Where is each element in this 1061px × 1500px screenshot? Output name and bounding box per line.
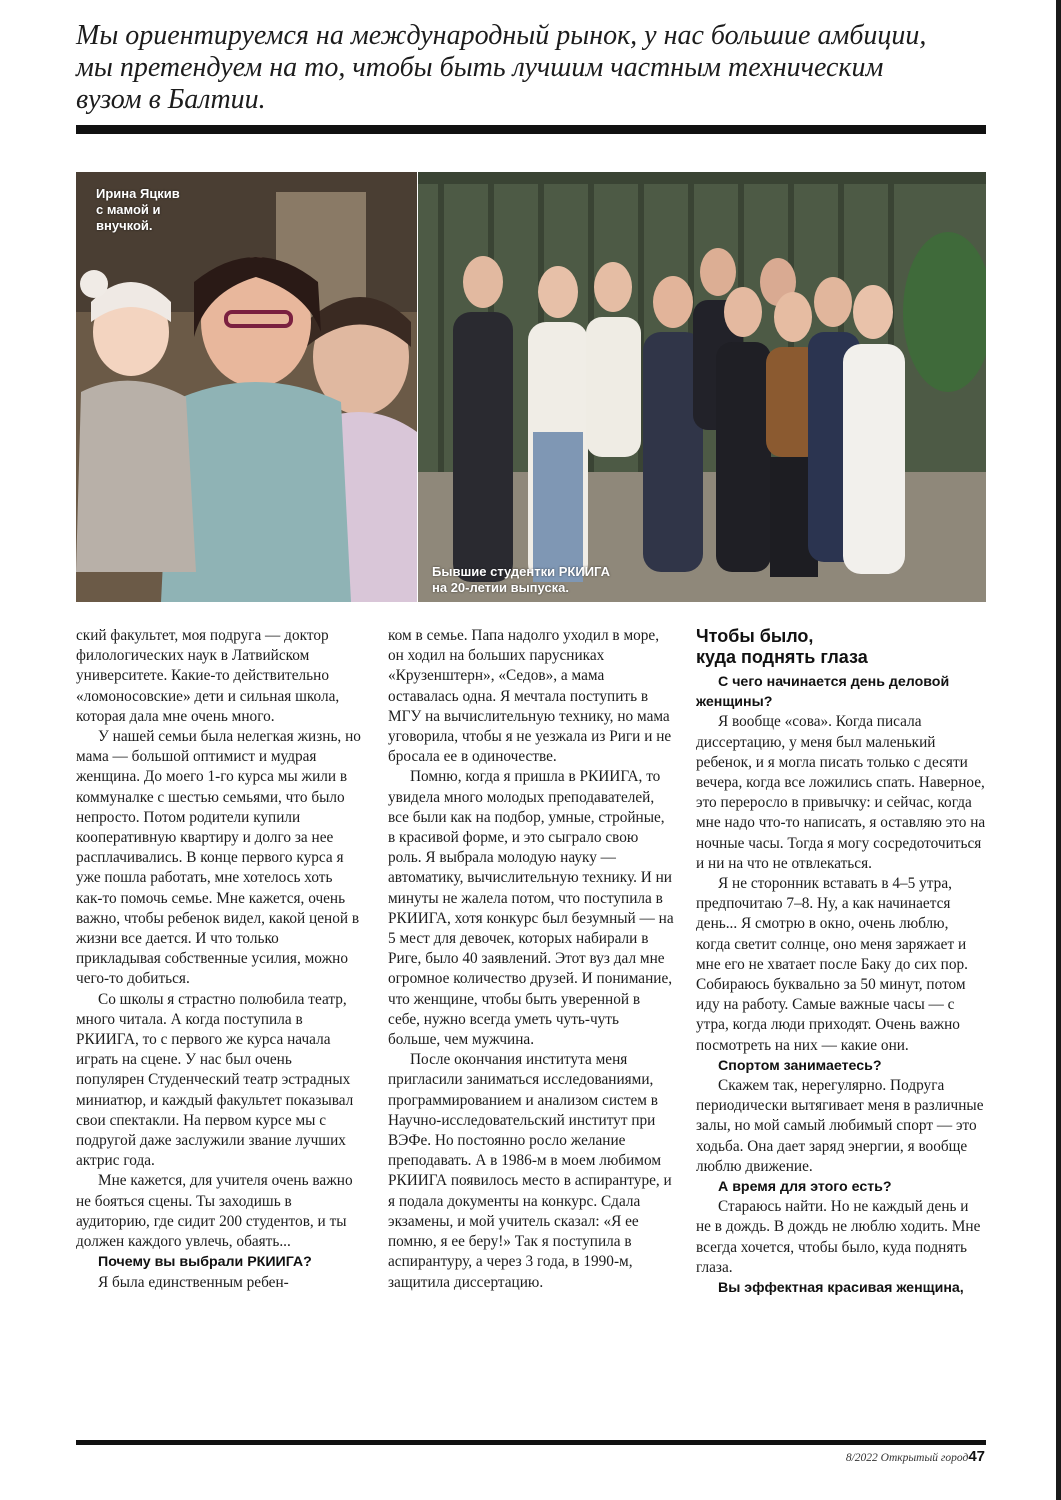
interview-question: С чего начинается день деловой женщины?	[696, 674, 950, 711]
paragraph: У нашей семьи была нелегкая жизнь, но мама — большой оптимист и мудрая женщина. До моего 1-го курса мы жили в коммуналке с шестью семьями, что было непросто. Потом родители купили кооперативную квартиру и долго за нее расплачивались. В конце первого курса я уже пошла работать, мне хотелось хоть как-то помочь семье. Мне кажется, очень важно, чтобы ребенок видел, какой ценой в жизни все дается. И что только прикладывая собственные усилия, можно чего-то добиться.	[76, 728, 361, 988]
article-column-1	[76, 626, 362, 1293]
photo-family	[76, 172, 417, 602]
page-edge-bar	[1056, 0, 1061, 1500]
paragraph: Со школы я страстно полюбила театр, много читала. А когда поступила в РКИИГА, то с первого же курса начала играть на сцене. У нас был очень популярен Студенческий театр эстрадных миниатюр, и каждый факультет показывал свои спектакли. На первом курсе мы с подругой даже заслужили звание лучших актрис года.	[76, 990, 354, 1170]
top-rule	[76, 125, 986, 134]
paragraph: Скажем так, нерегулярно. Подруга периодически вытягивает меня в различные залы, но мой самый любимый спорт — это ходьба. Она дает заряд энергии, я вообще люблю движение.	[696, 1077, 984, 1175]
pull-quote	[76, 20, 976, 116]
photo-graduates	[418, 172, 986, 602]
magazine-name: Открытый город	[880, 1452, 969, 1464]
column-3-body	[696, 672, 986, 1298]
paragraph: ком в семье. Папа надолго уходил в море, он ходил на больших парусниках «Крузенштерн», «Седов», а мама оставалась одна. Я мечтала поступить в МГУ на вычислительную технику, но мама уговорила, чтобы я не уезжала из Риги и не бросала ее в одиночестве.	[388, 627, 672, 766]
paragraph: После окончания института меня пригласили заниматься исследованиями, программированием и анализом систем в Научно-исследовательский институт при ВЭФе. Но постоянно росло желание преподавать. А в 1986-м в моем любимом РКИИГА появилось место в аспирантуре, и я подала документы на конкурс. Сдала экзамены, и мой учитель сказал: «Я ее помню, я ее беру!» Так я поступила в аспирантуру, а через 3 года, в 1990-м, защитила диссертацию.	[388, 1051, 672, 1291]
paragraph: Я вообще «сова». Когда писала диссертацию, у меня был маленький ребенок, и я могла писать только с десяти вечера, когда все ложились спать. Наверное, это переросло в привычку: и сейчас, когда мне надо что-то написать, я оставляю это на ночные часы. Тогда я могу сосредоточиться и ни на что не отвлекаться.	[696, 713, 986, 872]
issue-number: 8/2022	[845, 1452, 878, 1464]
caption-graduates: Бывшие студентки РКИИГА на 20-летии выпуска.	[432, 564, 610, 595]
article-column-2	[388, 626, 674, 1293]
pull-quote-text: Мы ориентируемся на международный рынок, у нас большие амбиции, мы претендуем на то, чтобы быть лучшим частным техническим вузом в Балтии.	[76, 20, 927, 115]
section-title: Чтобы было, куда поднять глаза	[696, 626, 868, 667]
paragraph: Я не сторонник вставать в 4–5 утра, предпочитаю 7–8. Ну, а как начинается день... Я смотрю в окно, очень люблю, когда светит солнце, оно меня заряжает и мне его не хватает после Баку до сих пор. Собираюсь буквально за 50 минут, потом иду на работу. Самые важные часы — с утра, когда люди приходят. Очень важно посмотреть на них — какие они.	[696, 875, 968, 1054]
paragraph: Я была единственным ребен-	[98, 1273, 289, 1291]
paragraph: ский факультет, моя подруга — доктор филологических наук в Латвийском университете. Какие-то действительно «ломоносовские» дети и сильная школа, которая дала мне очень много.	[76, 627, 340, 725]
interview-question: Вы эффектная красивая женщина,	[718, 1280, 964, 1297]
article-column-3	[696, 626, 986, 1298]
page-number: 47	[968, 1448, 985, 1465]
caption-family: Ирина Яцкив с мамой и внучкой.	[96, 186, 180, 233]
paragraph: Мне кажется, для учителя очень важно не бояться сцены. Ты заходишь в аудиторию, где сидит 200 студентов, и ты должен каждого увлечь, обаять...	[76, 1172, 353, 1251]
paragraph: Стараюсь найти. Но не каждый день и не в дождь. В дождь не люблю ходить. Мне всегда хочется, чтобы было, куда поднять глаза.	[696, 1198, 981, 1276]
interview-question: Спортом занимаетесь?	[718, 1057, 882, 1074]
bottom-rule	[76, 1440, 986, 1445]
page-footer	[846, 1448, 985, 1465]
interview-question: Почему вы выбрали РКИИГА?	[98, 1254, 312, 1271]
paragraph: Помню, когда я пришла в РКИИГА, то увидела много молодых преподавателей, все были как на подбор, умные, стройные, в красивой форме, и это сыграло свою роль. Я выбрала молодую науку — автоматику, вычислительную технику. И ни минуты не жалела потом, что поступила в РКИИГА, хотя конкурс был безумный — на 5 мест для девочек, которых набирали в Риге, было 40 заявлений. Этот вуз дал мне огромное количество друзей. И понимание, что женщине, чтобы быть уверенной в себе, нужно всегда уметь чуть-чуть больше, чем мужчина.	[388, 768, 674, 1049]
interview-question: А время для этого есть?	[718, 1179, 892, 1196]
